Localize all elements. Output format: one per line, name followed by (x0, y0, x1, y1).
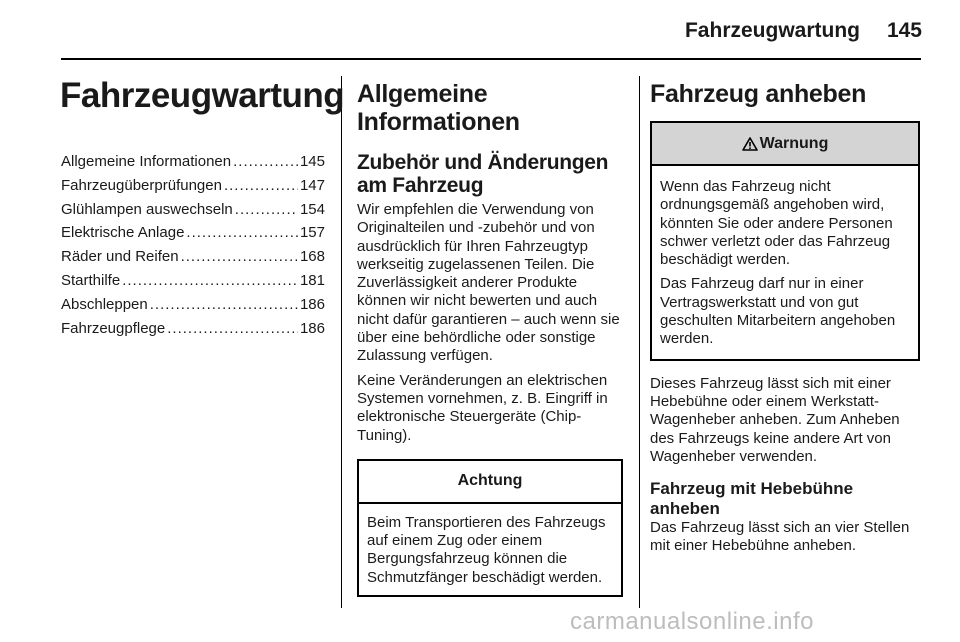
table-of-contents (61, 150, 325, 340)
toc-entry[interactable] (61, 269, 325, 293)
toc-label: Elektrische Anlage (61, 224, 185, 242)
general-info-section (357, 80, 623, 597)
running-header-title: Fahrzeugwartung (684, 19, 860, 42)
caution-box (357, 459, 623, 597)
toc-entry[interactable] (61, 198, 325, 222)
column-divider-2 (639, 76, 640, 608)
subsection-heading: Fahrzeug mit Hebebühne anheben (650, 479, 854, 519)
subsection-heading: Zubehör und Änderungen am Fahrzeug (357, 151, 609, 197)
page-number: 145 (886, 19, 922, 42)
section-heading: Fahrzeug anheben (650, 80, 867, 108)
toc-page: 157 (299, 224, 325, 242)
toc-entry[interactable] (61, 150, 325, 174)
column-divider-1 (341, 76, 342, 608)
body-paragraph: Keine Veränderungen an elektrischen Systemen vornehmen, z. B. Eingriff in elektronische Steuergeräte (Chip-Tuning). (357, 371, 608, 444)
warning-title: Warnung (759, 134, 829, 152)
toc-page: 147 (299, 176, 325, 194)
toc-label: Abschleppen (61, 295, 148, 313)
toc-entry[interactable] (61, 221, 325, 245)
toc-page: 186 (299, 319, 325, 337)
warning-title-bar (652, 123, 918, 166)
body-paragraph: Das Fahrzeug lässt sich an vier Stellen mit einer Hebebühne anheben. (650, 519, 910, 555)
watermark: carmanualsonline.info (570, 608, 814, 635)
toc-entry[interactable] (61, 174, 325, 198)
chapter-title: Fahrzeugwartung (60, 76, 345, 115)
lifting-section (650, 80, 920, 556)
header-divider (61, 58, 921, 60)
section-heading: Allgemeine Informationen (357, 80, 520, 136)
warning-text: Wenn das Fahrzeug nicht ordnungsgemäß angehoben wird, könnten Sie oder andere Personen schwer verletzt oder das Fahrzeug beschädigt werden. (660, 178, 893, 269)
caution-title: Achtung (359, 461, 621, 504)
warning-triangle-icon (742, 137, 758, 151)
warning-box (650, 121, 920, 361)
toc-label: Räder und Reifen (61, 248, 179, 266)
body-paragraph: Dieses Fahrzeug lässt sich mit einer Hebebühne oder einem Werkstatt-Wagenheber anheben. Zum Anheben des Fahrzeugs keine andere Art von Wagenheber verwenden. (650, 374, 900, 465)
toc-entry[interactable] (61, 245, 325, 269)
toc-entry[interactable] (61, 293, 325, 317)
toc-label: Fahrzeugpflege (61, 319, 166, 337)
toc-label: Allgemeine Informationen (61, 153, 232, 170)
body-paragraph: Wir empfehlen die Verwendung von Originalteilen und -zubehör und von ausdrücklich für Ihren Fahrzeugtyp werkseitig zugelassenen Teilen. Die Zuverlässigkeit anderer Produkte können wir nicht bewerten und auch nicht dafür garantieren – auch wenn sie über eine behördliche oder sonstige Zulassung verfügen. (357, 201, 620, 365)
toc-page: 186 (299, 295, 325, 313)
toc-entry[interactable] (61, 317, 325, 341)
toc-page: 145 (299, 153, 325, 170)
warning-text: Das Fahrzeug darf nur in einer Vertragswerkstatt und von gut geschulten Mitarbeitern angehoben werden. (660, 275, 896, 348)
toc-label: Fahrzeugüberprüfungen (61, 176, 222, 194)
toc-page: 154 (299, 200, 325, 218)
caution-text: Beim Transportieren des Fahrzeugs auf einem Zug oder einem Bergungsfahrzeug können die Schmutzfänger beschädigt werden. (367, 513, 606, 586)
toc-page: 168 (299, 248, 325, 266)
toc-label: Starthilfe (61, 271, 121, 289)
toc-label: Glühlampen auswechseln (61, 200, 233, 218)
toc-page: 181 (299, 271, 325, 289)
